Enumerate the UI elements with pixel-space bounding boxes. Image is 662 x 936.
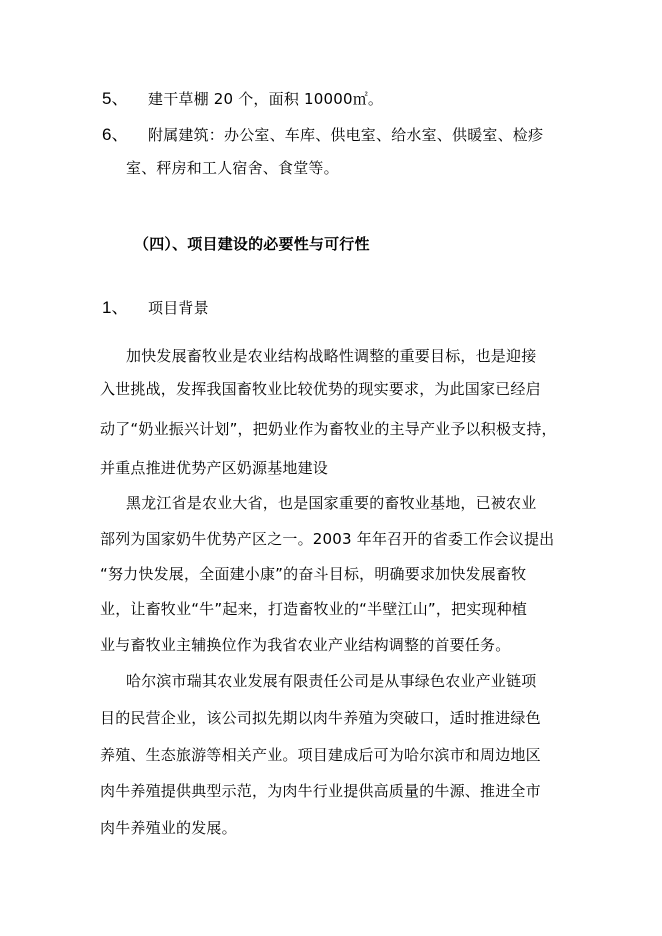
paragraph-line: “努力快发展，全面建小康”的奋斗目标，明确要求加快发展畜牧 [100, 565, 527, 583]
list-item-6-text: 附属建筑：办公室、车库、供电室、给水室、供暖室、检疹 [148, 126, 544, 144]
paragraph-line: 业，让畜牧业“牛”起来，打造畜牧业的“半壁江山”，把实现种植 [100, 600, 528, 618]
paragraph-line: 加快发展畜牧业是农业结构战略性调整的重要目标，也是迎接 [126, 347, 537, 365]
paragraph-line: 肉牛养殖提供典型示范，为肉牛行业提供高质量的牛源、推进全市 [100, 782, 541, 800]
list-item-6-continuation: 室、秤房和工人宿舍、食堂等。 [126, 159, 339, 177]
paragraph-line: 入世挑战，发挥我国畜牧业比较优势的现实要求，为此国家已经启 [100, 380, 541, 398]
paragraph-line: 黑龙江省是农业大省，也是国家重要的畜牧业基地，已被农业 [126, 494, 537, 512]
list-number-6: 6、 [102, 125, 129, 144]
paragraph-line: 动了“奶业振兴计划”，把奶业作为畜牧业的主导产业予以积极支持， [100, 420, 557, 438]
paragraph-line: 部列为国家奶牛优势产区之一。2003 年年召开的省委工作会议提出 [100, 530, 555, 548]
list-number-5: 5、 [102, 89, 129, 108]
subsection-number: 1、 [102, 298, 129, 317]
paragraph-line: 养殖、生态旅游等相关产业。项目建成后可为哈尔滨市和周边地区 [100, 746, 541, 764]
paragraph-line: 业与畜牧业主辅换位作为我省农业产业结构调整的首要任务。 [100, 636, 511, 654]
paragraph-line: 哈尔滨市瑞其农业发展有限责任公司是从事绿色农业产业链项 [126, 672, 537, 690]
section-heading: （四）、项目建设的必要性与可行性 [134, 235, 370, 253]
list-item-5-text: 建干草棚 20 个，面积 10000㎡。 [148, 90, 384, 108]
paragraph-line: 目的民营企业，该公司拟先期以肉牛养殖为突破口，适时推进绿色 [100, 709, 541, 727]
subsection-title: 项目背景 [148, 299, 209, 317]
paragraph-line: 并重点推进优势产区奶源基地建设 [100, 459, 329, 477]
paragraph-line: 肉牛养殖业的发展。 [100, 819, 237, 837]
